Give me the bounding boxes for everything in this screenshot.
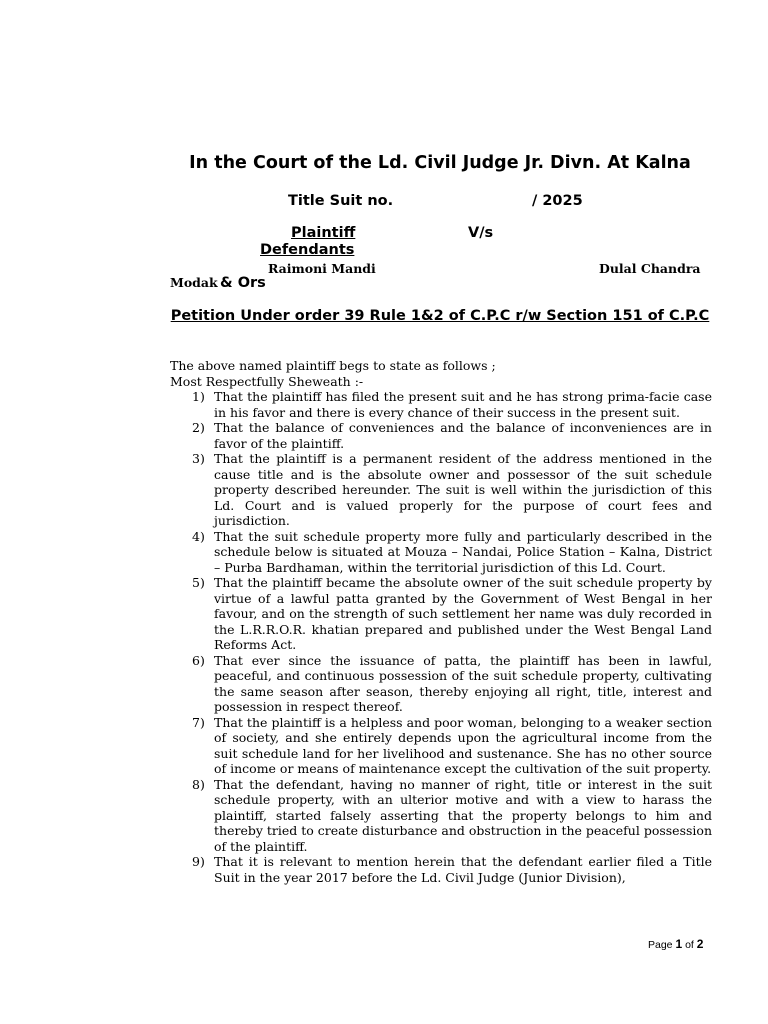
list-item (170, 451, 712, 529)
paragraph-number: 6) (192, 652, 205, 668)
paragraph-text: That the plaintiff is a permanent resident of the address mentioned in the cause title and is the absolute owner and possessor of the suit schedule property described hereunder. The suit is well within the jurisdiction of this Ld. Court and is valued properly for the purpose of court fees and jurisdiction. (214, 451, 712, 528)
court-heading: In the Court of the Ld. Civil Judge Jr. Divn. At Kalna (189, 153, 691, 173)
intro-line: The above named plaintiff begs to state as follows ; (170, 358, 496, 373)
paragraph-text: That the suit schedule property more fully and particularly described in the schedule below is situated at Mouza – Nandai, Police Station – Kalna, District – Purba Bardhaman, within the territorial jurisdiction of this Ld. Court. (214, 528, 712, 575)
paragraph-text: That the plaintiff is a helpless and poor woman, belonging to a weaker section of society, and she entirely depends upon the agricultural income from the suit schedule land for her livelihood and sustenance. She has no other source of income or means of maintenance except the cultivation of the suit property. (214, 714, 712, 776)
paragraph-number: 7) (192, 714, 205, 730)
page-footer (648, 937, 703, 951)
list-item (170, 653, 712, 715)
paragraph-number: 1) (192, 389, 205, 404)
paragraph-number: 9) (192, 854, 205, 869)
list-item (170, 420, 712, 451)
paragraph-text: That the plaintiff has filed the present suit and he has strong prima-facie case in his favor and there is every chance of their success in the present suit. (214, 389, 712, 420)
paragraph-list (170, 389, 712, 885)
paragraph-text: That ever since the issuance of patta, the plaintiff has been in lawful, peaceful, and continuous possession of the suit schedule property, cultivating the same season after season, thereby enjoying all right, title, interest and possession in respect thereof. (214, 652, 712, 714)
paragraph-number: 4) (192, 528, 205, 544)
list-item (170, 529, 712, 576)
paragraph-text: That the defendant, having no manner of right, title or interest in the suit schedule property, with an ulterior motive and with a view to harass the plaintiff, started falsely asserting that the property belongs to him and thereby tried to create disturbance and obstruction in the peaceful possession of the plaintiff. (214, 776, 712, 854)
defendant-name: Dulal Chandra (599, 261, 701, 276)
list-item (170, 854, 712, 885)
paragraph-number: 5) (192, 575, 205, 590)
defendant-others: & Ors (220, 275, 266, 291)
plaintiff-label: Plaintiff (291, 225, 356, 241)
list-item (170, 389, 712, 420)
paragraph-number: 3) (192, 451, 205, 466)
petition-title: Petition Under order 39 Rule 1&2 of C.P.C r/w Section 151 of C.P.C (170, 308, 710, 324)
paragraph-text: That the balance of conveniences and the balance of inconveniences are in favor of the plaintiff. (214, 420, 712, 451)
paragraph-text: That it is relevant to mention herein that the defendant earlier filed a Title Suit in the year 2017 before the Ld. Civil Judge (Junior Division), (214, 854, 712, 885)
list-item (170, 715, 712, 777)
paragraph-number: 2) (192, 420, 205, 435)
paragraph-number: 8) (192, 776, 205, 792)
page-total: 2 (696, 937, 704, 951)
plaintiff-name: Raimoni Mandi (268, 261, 376, 276)
of-word: of (685, 939, 694, 951)
title-suit-year: / 2025 (532, 193, 583, 209)
respect-line: Most Respectfully Sheweath :- (170, 374, 364, 389)
list-item (170, 777, 712, 855)
versus-label: V/s (468, 225, 494, 241)
defendants-label: Defendants (260, 242, 355, 258)
title-suit-label: Title Suit no. (288, 193, 394, 209)
page-number: 1 (675, 937, 683, 951)
page-word: Page (648, 939, 673, 951)
list-item (170, 575, 712, 653)
paragraph-text: That the plaintiff became the absolute owner of the suit schedule property by virtue of a lawful patta granted by the Government of West Bengal in her favour, and on the strength of such settlement her name was duly recorded in the L.R.R.O.R. khatian prepared and published under the West Bengal Land Reforms Act. (214, 575, 712, 652)
defendant-name-continued: Modak (170, 275, 218, 290)
